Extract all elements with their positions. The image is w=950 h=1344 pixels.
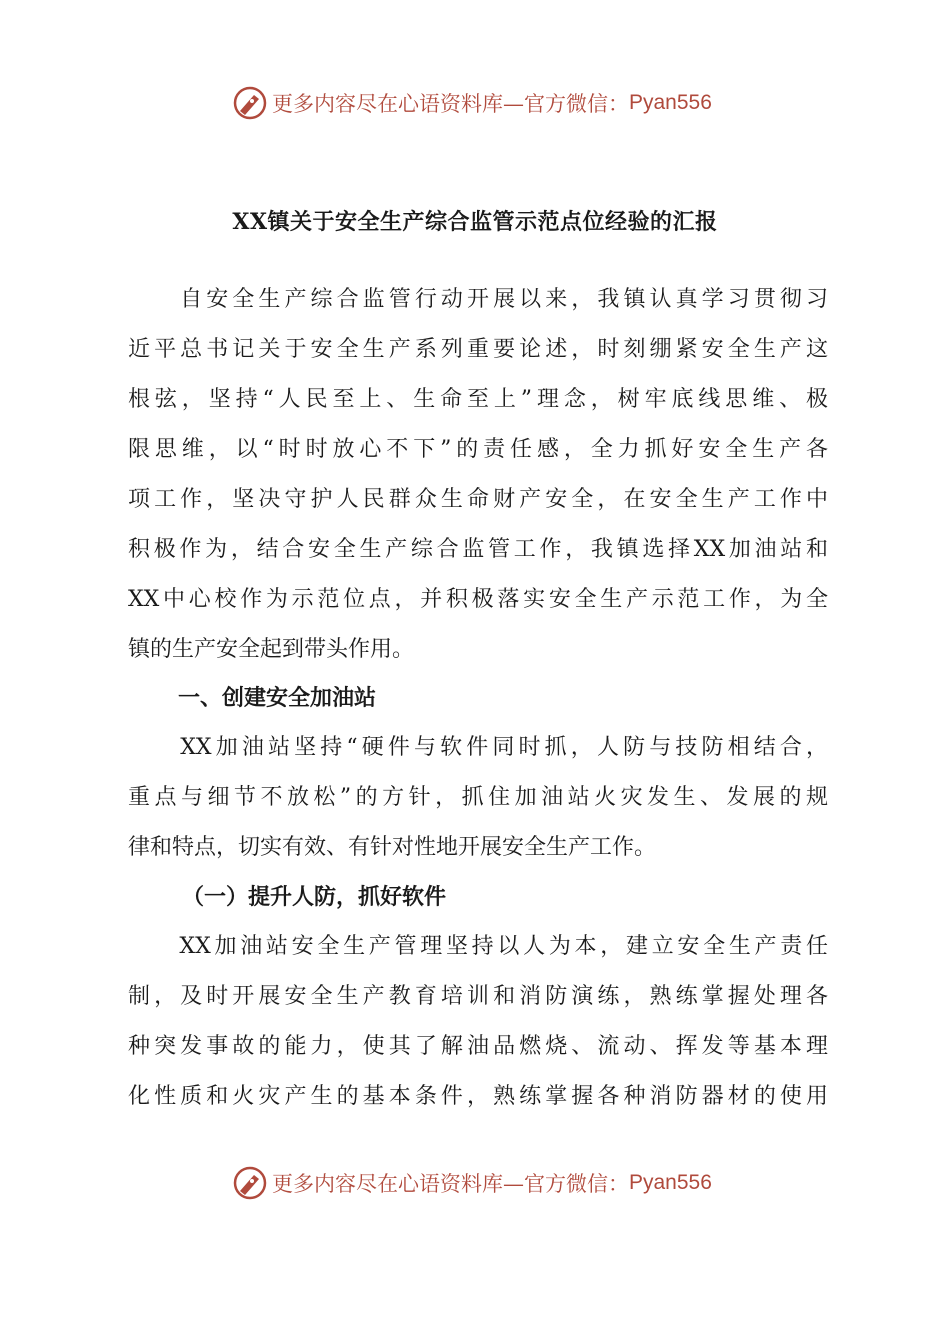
paragraph-line: XX加油站安全生产管理坚持以人为本，建立安全生产责任	[128, 934, 828, 959]
paragraph-line: 限思维，以“时时放心不下”的责任感，全力抓好安全生产各	[128, 437, 828, 462]
pen-nib-logo-icon	[232, 85, 268, 121]
paragraph-line: 种突发事故的能力，使其了解油品燃烧、流动、挥发等基本理	[128, 1034, 828, 1059]
footer-watermark-banner	[232, 1163, 712, 1203]
paragraph-line: XX加油站坚持“硬件与软件同时抓，人防与技防相结合，	[128, 735, 828, 760]
paragraph-line: 重点与细节不放松”的方针，抓住加油站火灾发生、发展的规	[128, 785, 828, 810]
banner-text: 更多内容尽在心语资料库—官方微信：	[272, 92, 629, 116]
paragraph-line: 律和特点，切实有效、有针对性地开展安全生产工作。	[128, 835, 657, 860]
paragraph-line: 项工作，坚决守护人民群众生命财产安全，在安全生产工作中	[128, 487, 828, 512]
pen-nib-logo-icon	[232, 1165, 268, 1201]
paragraph-line: 根弦，坚持“人民至上、生命至上”理念，树牢底线思维、极	[128, 387, 828, 412]
subsection1-paragraph	[128, 922, 828, 1122]
paragraph-line: 制，及时开展安全生产教育培训和消防演练，熟练掌握处理各	[128, 984, 828, 1009]
paragraph-line: 自安全生产综合监管行动开展以来，我镇认真学习贯彻习	[128, 287, 828, 312]
paragraph-line: 积极作为，结合安全生产综合监管工作，我镇选择XX加油站和	[128, 537, 828, 562]
paragraph-line: XX中心校作为示范位点，并积极落实安全生产示范工作，为全	[128, 587, 828, 612]
banner-wechat-handle: Pyan556	[629, 1171, 712, 1194]
header-watermark-banner	[232, 83, 712, 123]
paragraph-line: 化性质和火灾产生的基本条件，熟练掌握各种消防器材的使用	[128, 1084, 828, 1109]
section-heading: 一、创建安全加油站	[178, 685, 377, 711]
intro-paragraph	[128, 275, 828, 675]
paragraph-line: 近平总书记关于安全生产系列重要论述，时刻绷紧安全生产这	[128, 337, 828, 362]
paragraph-line: 镇的生产安全起到带头作用。	[128, 637, 415, 662]
banner-wechat-handle: Pyan556	[629, 91, 712, 114]
document-title: XX镇关于安全生产综合监管示范点位经验的汇报	[232, 209, 718, 235]
banner-text: 更多内容尽在心语资料库—官方微信：	[272, 1172, 629, 1196]
section1-paragraph	[128, 723, 828, 873]
subsection-heading: （一）提升人防，抓好软件	[182, 884, 447, 910]
